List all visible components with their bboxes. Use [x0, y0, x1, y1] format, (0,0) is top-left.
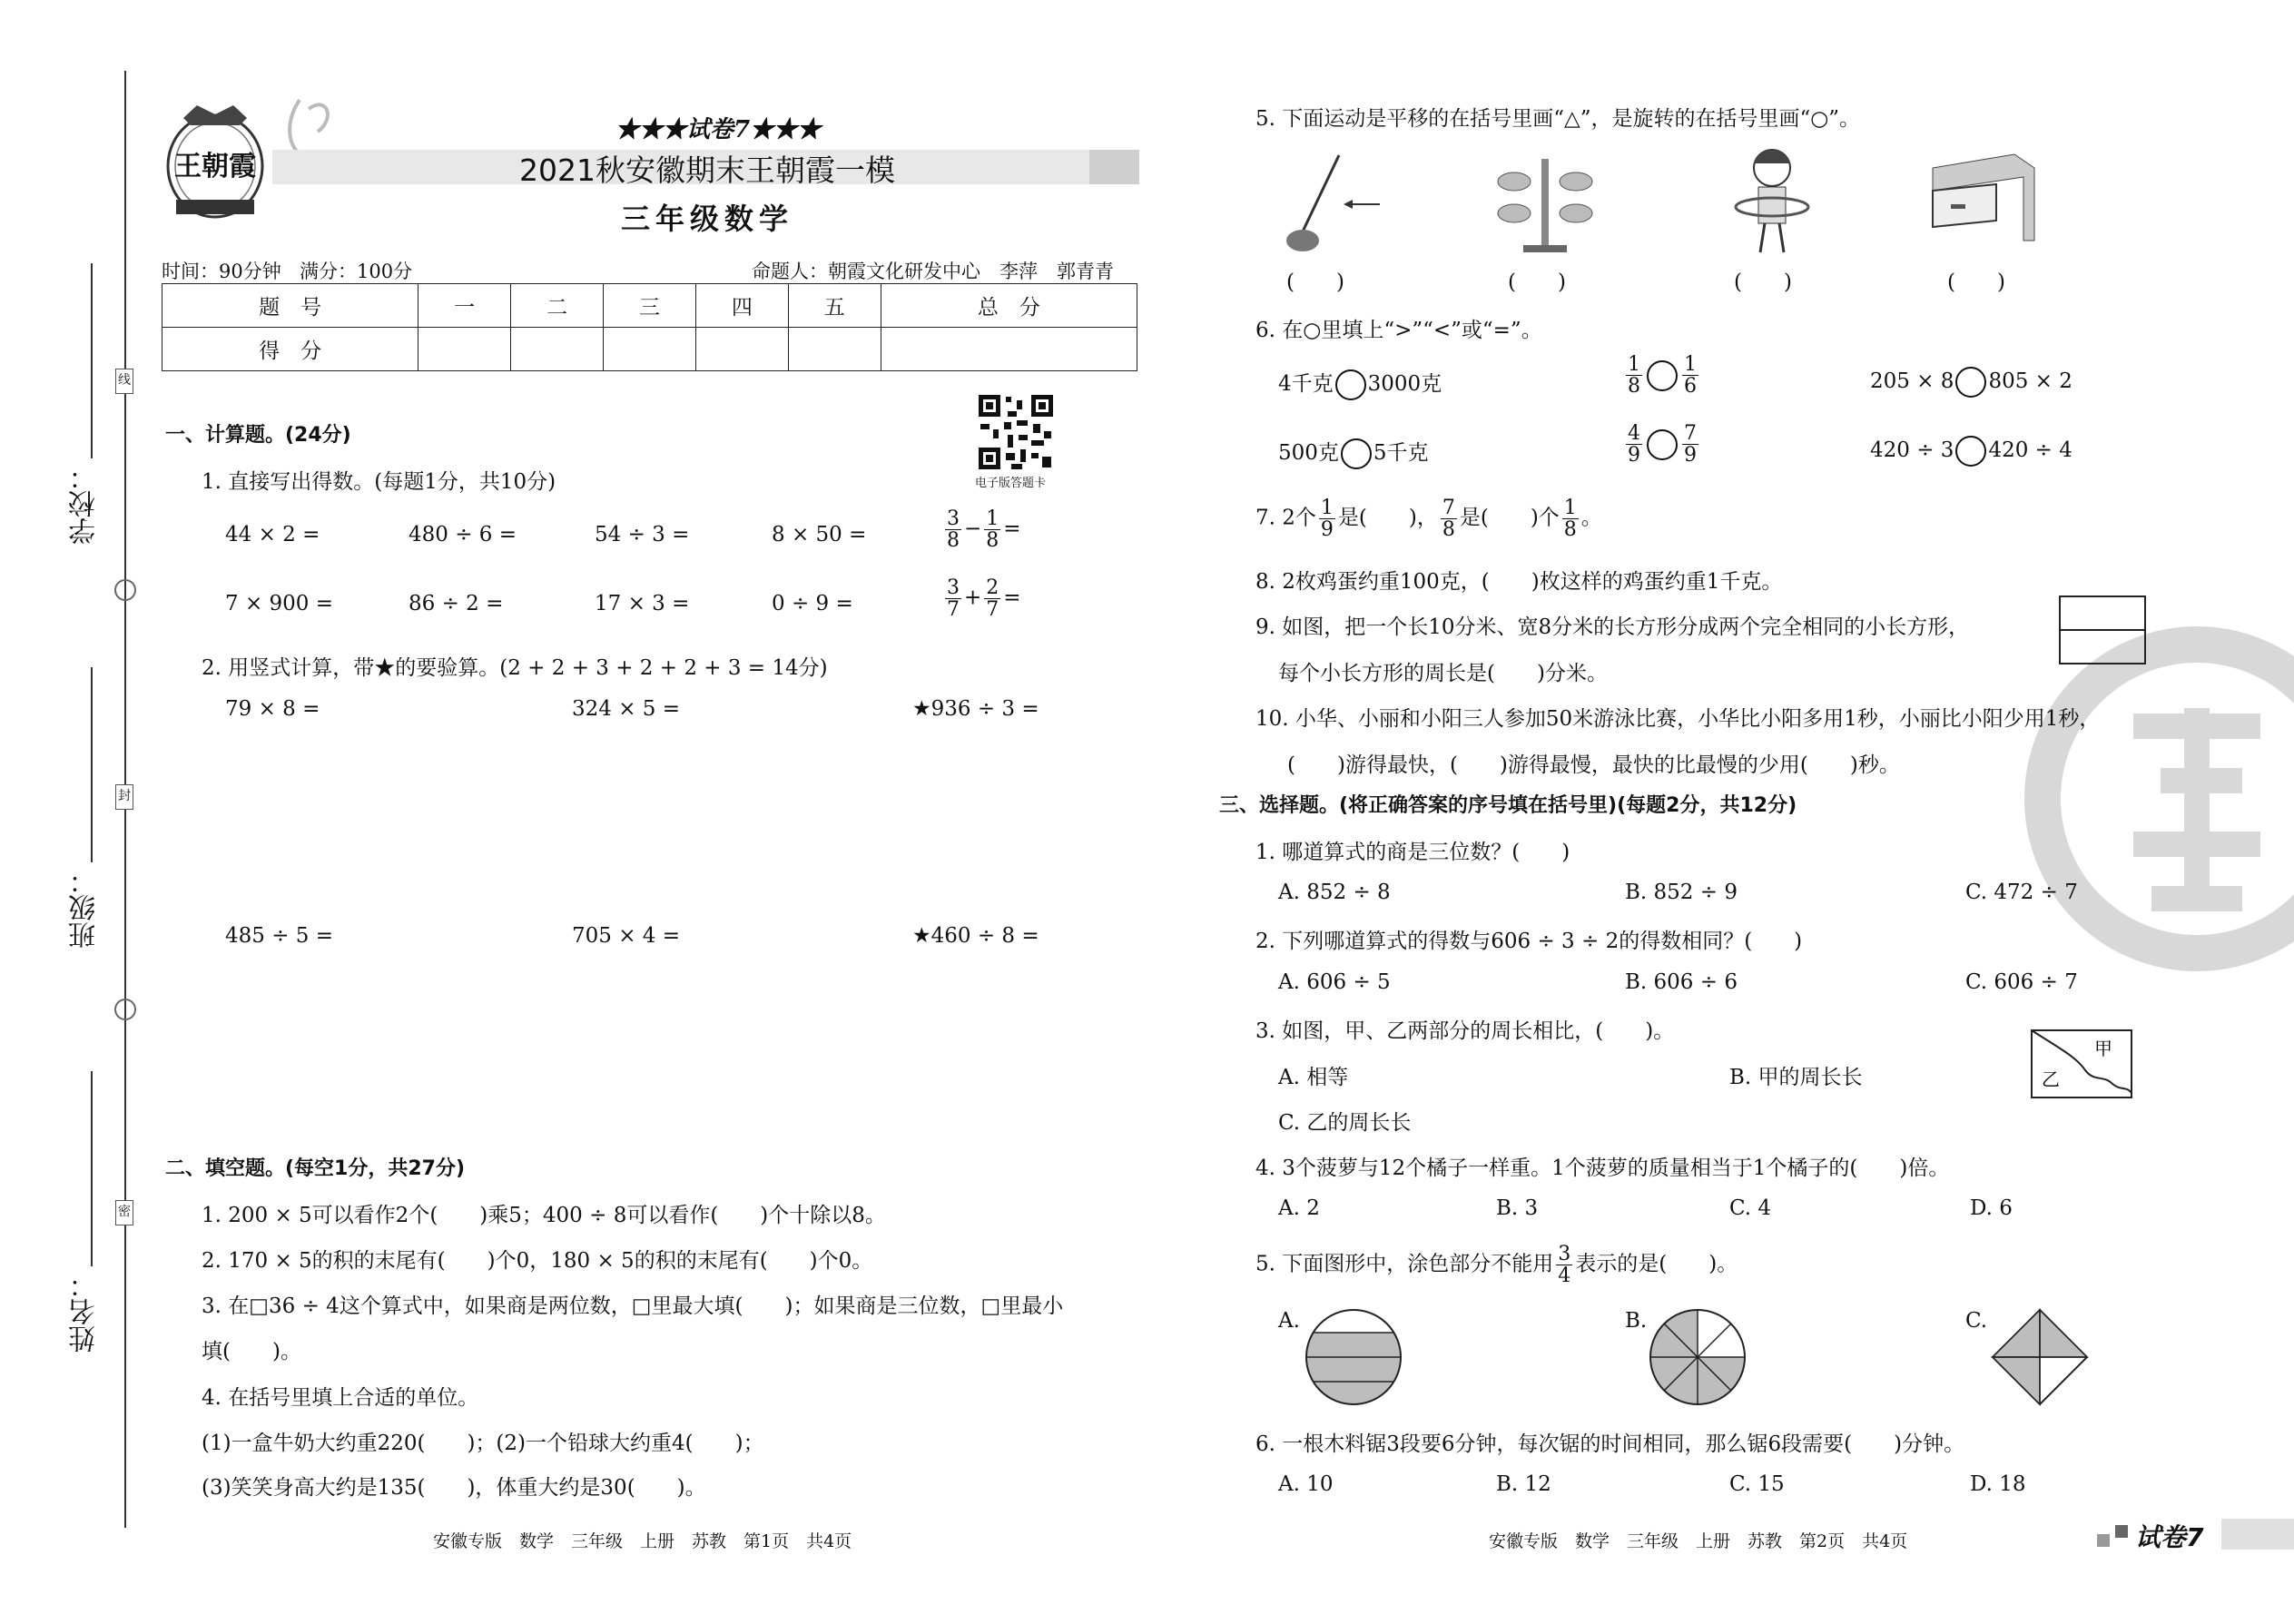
compare-item — [1278, 367, 1442, 400]
frac-num: 7 — [1684, 422, 1697, 445]
calc-item: 7 × 900 = — [225, 592, 334, 615]
choice-option[interactable]: B. — [1625, 1309, 1648, 1333]
watermark-seal-icon — [2024, 626, 2294, 971]
choice-option[interactable]: A. 相等 — [1278, 1066, 1349, 1089]
qr-caption: 电子版答题卡 — [975, 477, 1047, 490]
frac-den: 8 — [1442, 518, 1455, 542]
sec1-q2: 2. 用竖式计算，带★的要验算。(2 + 2 + 3 + 2 + 2 + 3 = 14分) — [202, 656, 828, 680]
q7-part: 是( )， — [1337, 506, 1438, 530]
compare-left: 500克 — [1278, 441, 1339, 465]
jia-yi-shape-icon — [2031, 1029, 2132, 1098]
q7-part: 是( )个 — [1459, 506, 1560, 530]
frac-den: 8 — [1628, 375, 1640, 399]
section-2-title: 二、填空题。(每空1分，共27分) — [165, 1157, 466, 1180]
calc-item: 8 × 50 = — [772, 523, 867, 546]
calc-item: 54 ÷ 3 = — [595, 523, 690, 546]
choice-option[interactable]: B. 甲的周长长 — [1729, 1066, 1863, 1089]
hula-hoop-girl-icon — [1731, 145, 1813, 259]
choice-question: 4. 3个菠萝与12个橘子一样重。1个菠萝的质量相当于1个橘子的( )倍。 — [1255, 1156, 1950, 1180]
choice-option[interactable]: A. 2 — [1278, 1196, 1320, 1220]
binding-mark-xian: 线 — [115, 369, 133, 394]
q7-part: 。 — [1580, 506, 1602, 530]
frac-den: 4 — [1558, 1265, 1571, 1288]
score-head-label: 题 号 — [162, 284, 418, 328]
score-table — [162, 283, 1137, 371]
fill-line: 填( )。 — [202, 1340, 301, 1363]
answer-paren[interactable]: ( ) — [1734, 271, 1792, 294]
frac-num: 1 — [1563, 497, 1577, 519]
school-blank — [91, 263, 93, 458]
school-label: 学校： — [69, 463, 101, 545]
choice-option[interactable]: B. 3 — [1496, 1196, 1539, 1220]
brand-logo-icon — [156, 98, 274, 225]
fill-line: (3)笑笑身高大约是135( )，体重大约是30( )。 — [202, 1476, 706, 1500]
calc-fraction-item — [942, 508, 1021, 551]
fill-line: 2. 170 × 5的积的末尾有( )个0，180 × 5的积的末尾有( )个0。 — [202, 1249, 873, 1273]
vertical-calc-item: 705 × 4 = — [572, 924, 681, 948]
binding-swirl-icon — [114, 579, 136, 601]
paper-tag: 试卷7 — [2135, 1522, 2204, 1552]
footer-left: 安徽专版 数学 三年级 上册 苏教 第1页 共4页 — [433, 1531, 852, 1551]
exam-full-score: 满分：100分 — [300, 261, 413, 282]
compare-left: 205 × 8 — [1870, 369, 1954, 393]
fill-line: (1)一盒牛奶大约重220( )；(2)一个铅球大约重4( )； — [202, 1432, 764, 1455]
compare-fraction-item — [1623, 354, 1701, 397]
frac-den: 8 — [1563, 518, 1577, 542]
choice-option[interactable]: C. 472 ÷ 7 — [1965, 881, 2078, 904]
choice-option[interactable]: B. 12 — [1496, 1472, 1551, 1496]
choice-question — [1255, 1244, 1738, 1286]
frac-num: 4 — [1628, 422, 1640, 445]
diamond-square-icon — [1990, 1307, 2090, 1407]
fill-line: 1. 200 × 5可以看作2个( )乘5；400 ÷ 8可以看作( )个十除以8。 — [202, 1204, 886, 1227]
paper-number: ★★★试卷7★★★ — [615, 116, 822, 143]
striped-circle-icon — [1304, 1307, 1403, 1407]
compare-item — [1278, 436, 1429, 469]
score-cell[interactable] — [788, 328, 881, 371]
svg-text:乙: 乙 — [2042, 1068, 2060, 1090]
frac-num: 1 — [1628, 353, 1640, 376]
q9-text: 9. 如图，把一个长10分米、宽8分米的长方形分成两个完全相同的小长方形， — [1255, 615, 1970, 639]
frac-eq: = — [1003, 586, 1021, 610]
compare-circle[interactable] — [1955, 367, 1986, 398]
score-cell[interactable] — [695, 328, 788, 371]
calc-item: 0 ÷ 9 = — [772, 592, 853, 615]
compare-right: 3000克 — [1367, 372, 1442, 396]
score-row-label: 得 分 — [162, 328, 418, 371]
frac-num: 3 — [1558, 1243, 1571, 1265]
choice-option[interactable]: C. 乙的周长长 — [1278, 1111, 1412, 1135]
class-label: 班级： — [69, 867, 101, 949]
q8-text: 8. 2枚鸡蛋约重100克，( )枚这样的鸡蛋约重1千克。 — [1255, 570, 1783, 594]
page-title: 2021秋安徽期末王朝霞一模 — [519, 153, 895, 188]
q7-text — [1255, 497, 1602, 540]
vertical-calc-item: 324 × 5 = — [572, 697, 681, 721]
score-cell[interactable] — [511, 328, 604, 371]
answer-paren[interactable]: ( ) — [1286, 271, 1344, 294]
frac-num: 3 — [947, 576, 960, 599]
paper-tag-squares — [2097, 1534, 2110, 1547]
choice-option[interactable]: B. 852 ÷ 9 — [1625, 881, 1738, 904]
calc-item: 44 × 2 = — [225, 523, 320, 546]
exam-authors: 命题人：朝霞文化研发中心 李萍 郭青青 — [752, 261, 1114, 282]
sec1-q1: 1. 直接写出得数。(每题1分，共10分) — [202, 470, 556, 494]
frac-den: 7 — [947, 598, 960, 622]
svg-text:甲: 甲 — [2094, 1038, 2112, 1059]
frac-num: 2 — [986, 576, 999, 599]
frac-num: 7 — [1442, 497, 1455, 519]
answer-paren[interactable]: ( ) — [1508, 271, 1566, 294]
choice-option[interactable]: C. 4 — [1729, 1196, 1772, 1220]
exam-time: 时间：90分钟 — [162, 261, 281, 282]
binding-mark-mi: 密 — [115, 1200, 133, 1225]
choice-question: 6. 一根木料锯3段要6分钟，每次锯的时间相同，那么锯6段需要( )分钟。 — [1255, 1432, 1965, 1456]
compare-circle[interactable] — [1647, 360, 1678, 391]
choice-question: 3. 如图，甲、乙两部分的周长相比，( )。 — [1255, 1019, 1675, 1043]
q-part: 5. 下面图形中，涂色部分不能用 — [1255, 1252, 1554, 1276]
compare-circle[interactable] — [1335, 369, 1366, 400]
frac-den: 8 — [947, 529, 960, 553]
score-head-3: 三 — [604, 284, 696, 328]
qr-code-icon[interactable] — [977, 393, 1055, 471]
frac-num: 3 — [947, 507, 960, 530]
score-head-1: 一 — [418, 284, 511, 328]
score-cell[interactable] — [418, 328, 511, 371]
calc-fraction-item — [942, 577, 1021, 620]
frac-op: − — [964, 517, 982, 541]
rectangle-split-icon — [2059, 595, 2146, 664]
q7-part: 7. 2个 — [1255, 506, 1316, 530]
choice-question: 2. 下列哪道算式的得数与606 ÷ 3 ÷ 2的得数相同？( ) — [1255, 930, 1803, 953]
q-part: 表示的是( )。 — [1575, 1252, 1738, 1276]
choice-option[interactable]: A. 606 ÷ 5 — [1278, 970, 1391, 994]
choice-option[interactable]: A. 852 ÷ 8 — [1278, 881, 1391, 904]
q10-text: 10. 小华、小丽和小阳三人参加50米游泳比赛，小华比小阳多用1秒，小丽比小阳少用1秒， — [1255, 707, 2101, 731]
sector-circle-icon — [1648, 1307, 1748, 1407]
vertical-calc-item: ★936 ÷ 3 = — [912, 697, 1039, 721]
frac-eq: = — [1003, 517, 1021, 541]
mop-pushing-icon — [1285, 150, 1393, 259]
score-cell[interactable] — [881, 328, 1137, 371]
choice-option[interactable]: C. 15 — [1729, 1472, 1785, 1496]
paper-tag-bar — [2221, 1519, 2294, 1550]
section-3-title: 三、选择题。(将正确答案的序号填在括号里)(每题2分，共12分) — [1219, 794, 1797, 817]
fill-line: 4. 在括号里填上合适的单位。 — [202, 1386, 479, 1410]
score-head-total: 总 分 — [881, 284, 1137, 328]
paper-tag-squares — [2115, 1525, 2128, 1538]
choice-option[interactable]: D. 18 — [1970, 1472, 2026, 1496]
choice-option[interactable]: D. 6 — [1970, 1196, 2013, 1220]
choice-question: 1. 哪道算式的商是三位数？( ) — [1255, 841, 1570, 864]
compare-fraction-item — [1623, 423, 1701, 466]
q9-text: 每个小长方形的周长是( )分米。 — [1278, 662, 1608, 685]
answer-paren[interactable]: ( ) — [1947, 271, 2005, 294]
calc-item: 17 × 3 = — [595, 592, 690, 615]
frac-op: + — [964, 586, 982, 610]
q10-text: ( )游得最快，( )游得最慢，最快的比最慢的少用( )秒。 — [1287, 753, 1900, 777]
score-cell[interactable] — [604, 328, 696, 371]
compare-circle[interactable] — [1341, 438, 1372, 469]
compare-right: 5千克 — [1373, 441, 1429, 465]
name-label: 姓名： — [69, 1271, 101, 1353]
score-head-5: 五 — [788, 284, 881, 328]
class-blank — [91, 667, 93, 862]
drawer-icon — [1924, 150, 2037, 250]
choice-option[interactable]: C. — [1965, 1309, 1988, 1333]
choice-option[interactable]: A. 10 — [1278, 1472, 1334, 1496]
compare-right: 420 ÷ 4 — [1988, 438, 2072, 462]
frac-den: 8 — [986, 529, 999, 553]
calc-item: 480 ÷ 6 = — [409, 523, 517, 546]
compare-left: 420 ÷ 3 — [1870, 438, 1954, 462]
frac-den: 7 — [986, 598, 999, 622]
score-head-4: 四 — [695, 284, 788, 328]
frac-den: 9 — [1684, 444, 1697, 468]
svg-text:王朝霞: 王朝霞 — [174, 151, 256, 182]
frac-den: 9 — [1320, 518, 1334, 542]
footer-right: 安徽专版 数学 三年级 上册 苏教 第2页 共4页 — [1489, 1531, 1908, 1551]
binding-swirl-icon — [114, 999, 136, 1020]
q5-text: 5. 下面运动是平移的在括号里画“△”，是旋转的在括号里画“○”。 — [1255, 107, 1861, 131]
calc-item: 86 ÷ 2 = — [409, 592, 504, 615]
vertical-calc-item: 79 × 8 = — [225, 697, 320, 721]
compare-item — [1870, 436, 2072, 467]
rotating-fan-icon — [1496, 150, 1596, 259]
q6-text: 6. 在○里填上“>”“<”或“=”。 — [1255, 319, 1542, 342]
binding-mark-feng: 封 — [115, 784, 133, 810]
compare-right: 805 × 2 — [1988, 369, 2072, 393]
vertical-calc-item: 485 ÷ 5 = — [225, 924, 334, 948]
vertical-calc-item: ★460 ÷ 8 = — [912, 924, 1039, 948]
frac-num: 1 — [1320, 497, 1334, 519]
section-1-title: 一、计算题。(24分) — [165, 424, 351, 447]
choice-option[interactable]: A. — [1278, 1309, 1300, 1333]
compare-circle[interactable] — [1647, 429, 1678, 460]
name-blank — [91, 1071, 93, 1266]
compare-item — [1870, 367, 2072, 398]
frac-num: 1 — [1684, 353, 1697, 376]
frac-num: 1 — [986, 507, 999, 530]
subject-title: 三年级数学 — [621, 202, 794, 236]
compare-circle[interactable] — [1955, 436, 1986, 467]
choice-option[interactable]: B. 606 ÷ 6 — [1625, 970, 1738, 994]
frac-den: 6 — [1684, 375, 1697, 399]
frac-den: 9 — [1628, 444, 1640, 468]
score-head-2: 二 — [511, 284, 604, 328]
compare-left: 4千克 — [1278, 372, 1334, 396]
fill-line: 3. 在□36 ÷ 4这个算式中，如果商是两位数，□里最大填( )；如果商是三位数，□里最小 — [202, 1294, 1064, 1318]
choice-option[interactable]: C. 606 ÷ 7 — [1965, 970, 2078, 994]
